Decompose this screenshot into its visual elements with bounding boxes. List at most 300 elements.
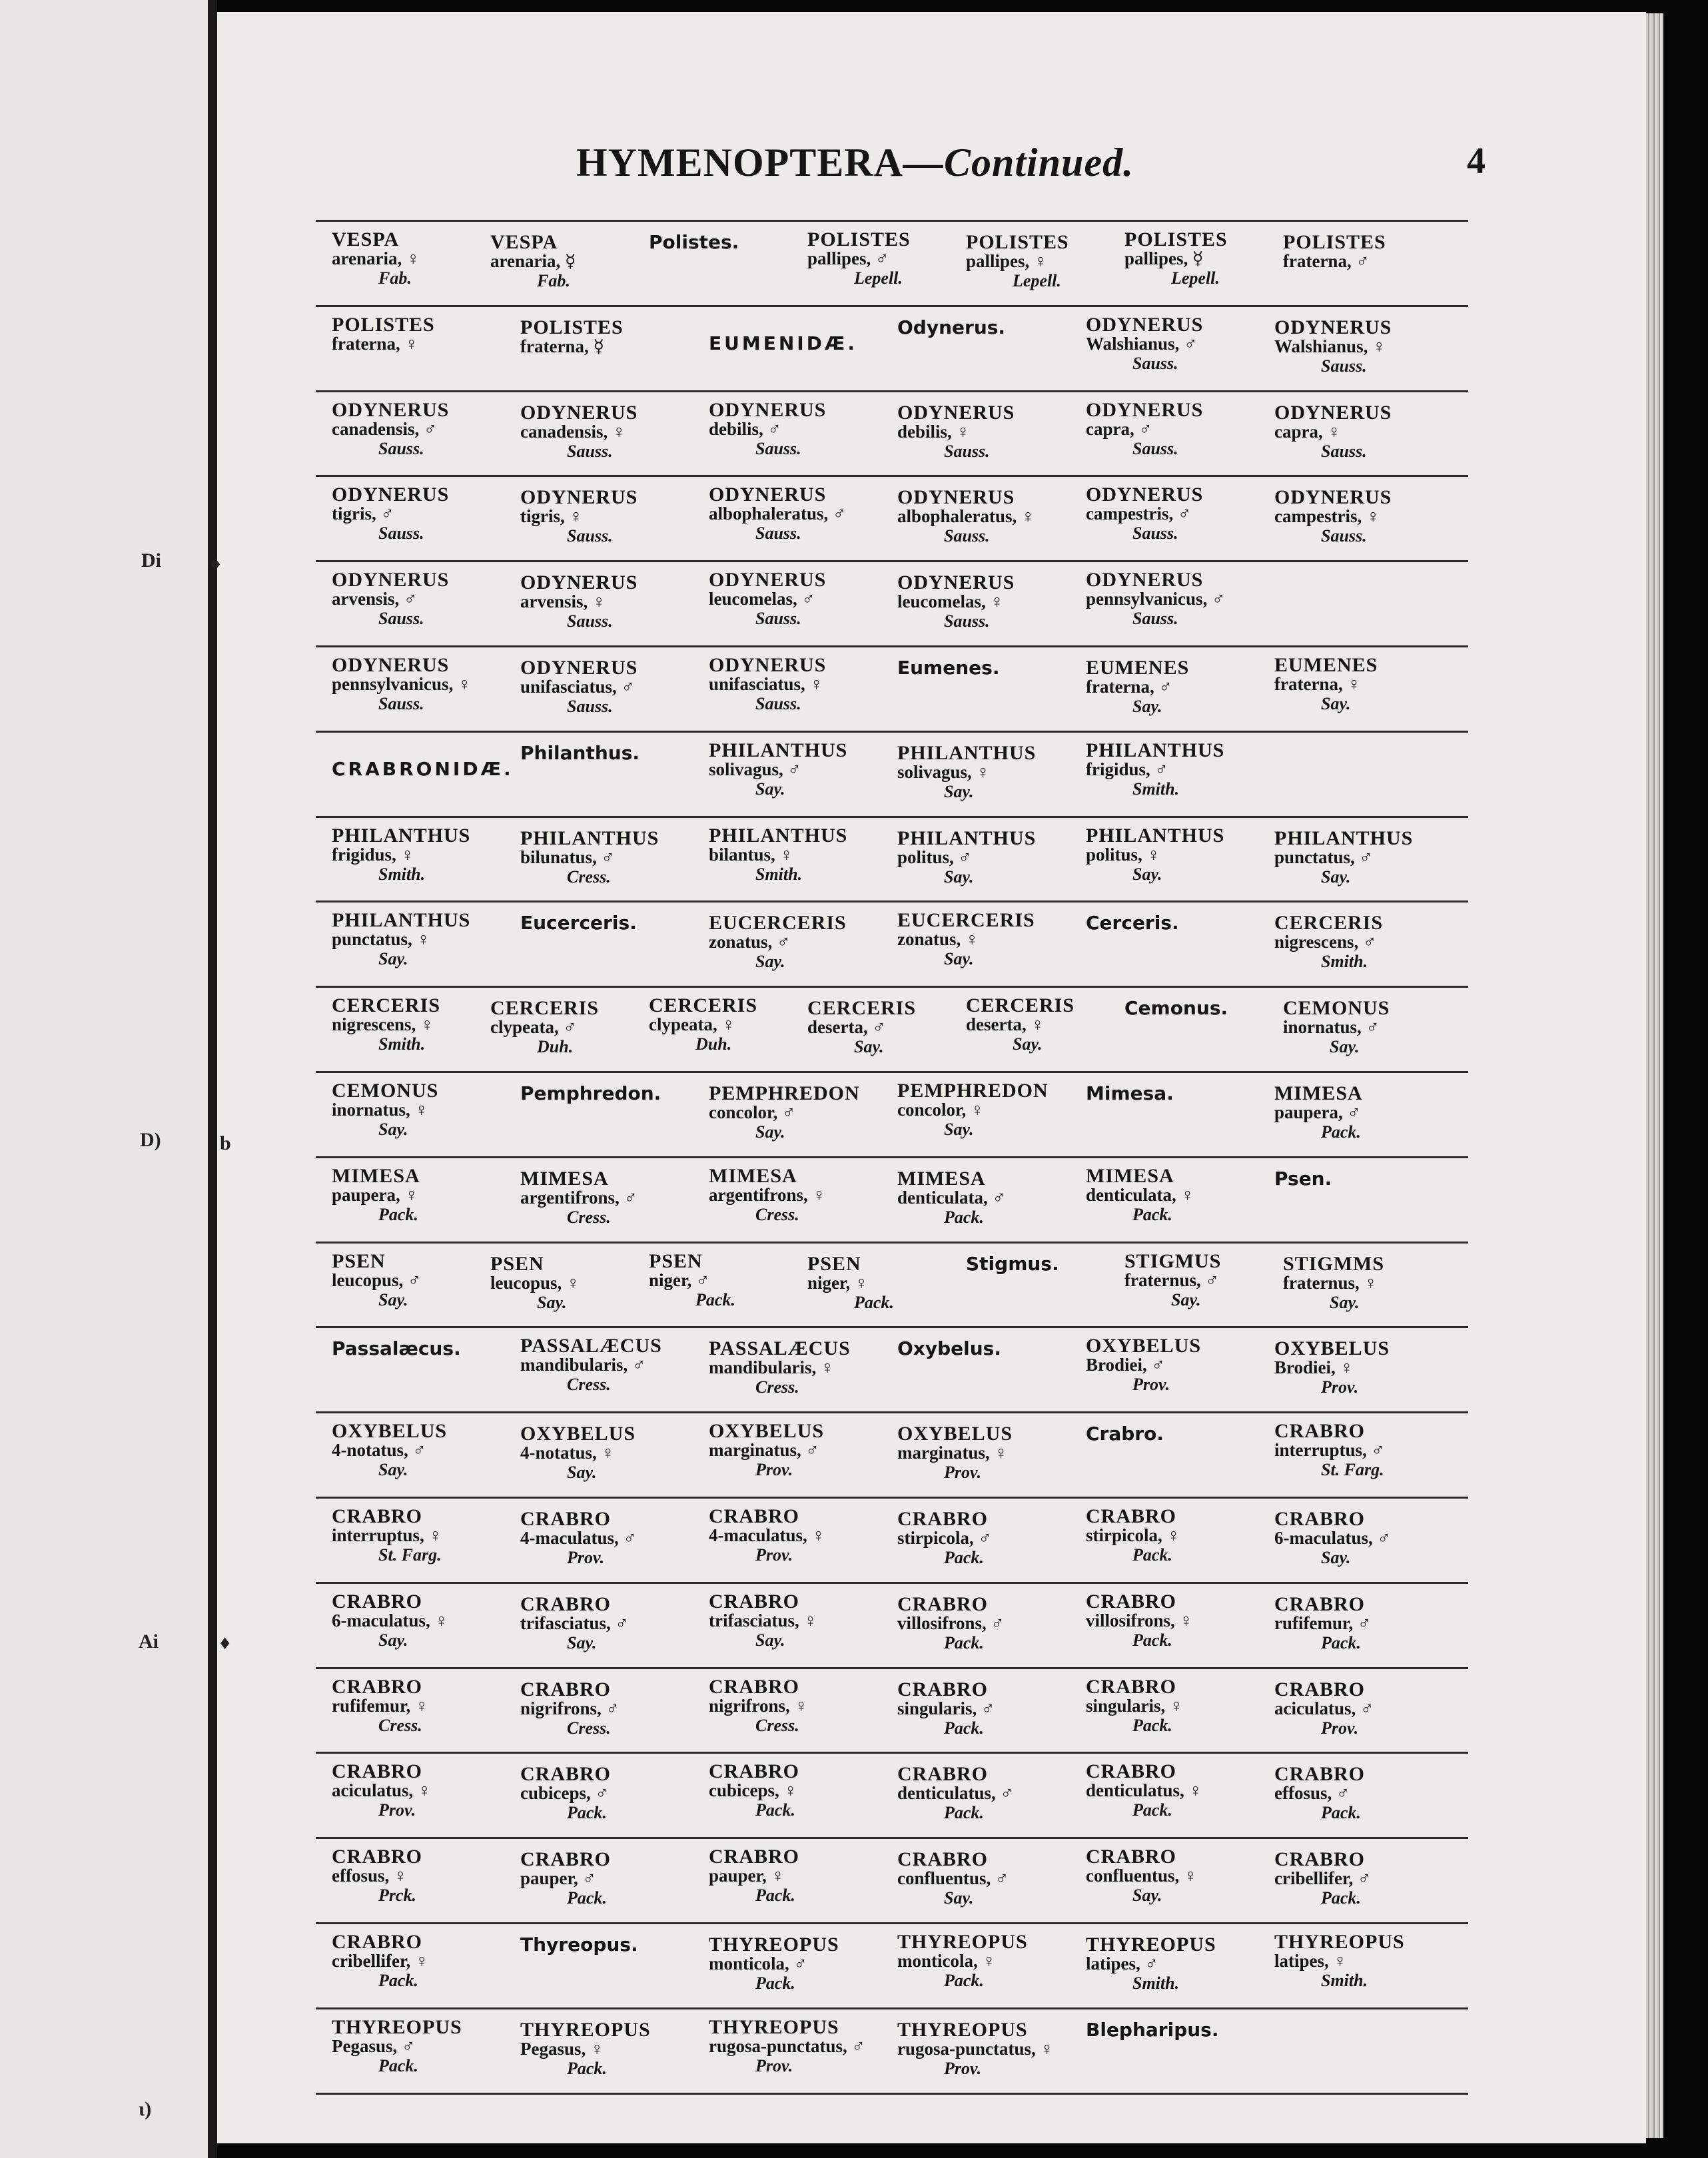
entry-genus: CRABRO: [709, 1505, 800, 1527]
entry-genus: EUMENES: [1274, 653, 1378, 676]
species-entry: [520, 829, 700, 887]
genus-heading: Cerceris.: [1086, 912, 1179, 934]
entry-author: Say.: [1013, 1034, 1043, 1054]
entry-species: Pegasus, ♂: [332, 2035, 416, 2056]
entry-genus: CRABRO: [1274, 1507, 1366, 1530]
entry-species: campestris, ♀: [1274, 506, 1380, 527]
species-entry: [897, 1850, 1077, 1908]
entry-genus: THYREOPUS: [332, 2015, 462, 2038]
entry-species: fraterna, ♂: [1086, 676, 1172, 697]
entry-species: niger, ♀: [807, 1272, 869, 1293]
entry-species: canadensis, ♀: [520, 421, 626, 442]
entry-author: Say.: [378, 1460, 408, 1480]
entry-genus: ODYNERUS: [1086, 313, 1204, 336]
entry-author: Sauss.: [378, 693, 424, 713]
entry-species: tigris, ♀: [520, 506, 583, 527]
entry-species: 4-notatus, ♂: [332, 1440, 426, 1461]
entry-author: Pack.: [1321, 1803, 1361, 1823]
species-entry: [1086, 1847, 1266, 1905]
entry-genus: CRABRO: [897, 1507, 989, 1530]
table-row: [316, 1411, 1468, 1497]
species-entry: [520, 488, 700, 545]
entry-genus: CRABRO: [332, 1930, 423, 1953]
entry-author: Pack.: [944, 1718, 984, 1738]
entry-genus: ODYNERUS: [520, 401, 638, 424]
entry-genus: VESPA: [332, 228, 400, 250]
page-stack-edge: [1646, 13, 1663, 2138]
entry-species: nigrescens, ♀: [332, 1014, 434, 1035]
entry-genus: PHILANTHUS: [520, 827, 659, 849]
entry-genus: PHILANTHUS: [897, 741, 1037, 764]
entry-species: paupera, ♂: [1274, 1102, 1361, 1122]
species-entry: [332, 996, 512, 1054]
entry-author: Duh.: [695, 1034, 732, 1054]
entry-species: stirpicola, ♀: [1086, 1525, 1180, 1545]
entry-species: trifasciatus, ♂: [520, 1613, 629, 1633]
species-entry: [332, 1081, 512, 1139]
entry-genus: OXYBELUS: [520, 1423, 636, 1445]
species-entry: [897, 1509, 1077, 1567]
entry-genus: CRABRO: [1274, 1678, 1366, 1700]
entry-genus: OXYBELUS: [1086, 1335, 1202, 1357]
table-row: [316, 475, 1468, 560]
entry-genus: CERCERIS: [490, 997, 600, 1020]
entry-species: debilis, ♂: [709, 418, 781, 439]
entry-genus: CRABRO: [709, 1675, 800, 1698]
entry-species: leucopus, ♀: [490, 1272, 580, 1293]
entry-genus: POLISTES: [332, 313, 435, 336]
entry-author: Cress.: [755, 1377, 799, 1397]
entry-genus: THYREOPUS: [709, 2015, 839, 2038]
entry-species: villosifrons, ♂: [897, 1613, 1005, 1633]
entry-author: Sauss.: [1132, 524, 1178, 543]
entry-genus: POLISTES: [966, 231, 1069, 253]
entry-genus: OXYBELUS: [332, 1420, 448, 1443]
species-entry: [897, 573, 1077, 631]
species-entry: [649, 996, 829, 1054]
species-entry: [1274, 1764, 1454, 1822]
entry-species: 4-maculatus, ♂: [520, 1527, 637, 1548]
entry-author: Pack.: [755, 1973, 795, 1993]
species-entry: [1274, 1084, 1454, 1142]
entry-species: leucopus, ♂: [332, 1269, 422, 1290]
table-row: [316, 731, 1468, 816]
entry-genus: PHILANTHUS: [897, 827, 1037, 849]
entry-author: Pack.: [1132, 1204, 1172, 1224]
species-entry: [709, 1935, 889, 1993]
entry-author: Say.: [567, 1632, 597, 1652]
table-row: [316, 645, 1468, 731]
genus-heading: Stigmus.: [966, 1252, 1059, 1275]
entry-species: albophaleratus, ♂: [709, 504, 847, 524]
entry-author: Prov.: [378, 1800, 416, 1820]
entry-author: Fab.: [378, 268, 412, 288]
entry-author: Say.: [944, 1888, 974, 1908]
species-entry: [332, 910, 512, 968]
entry-species: latipes, ♀: [1274, 1950, 1347, 1971]
entry-author: Sauss.: [1321, 526, 1367, 546]
entry-genus: ODYNERUS: [709, 398, 827, 421]
table-row: [316, 2007, 1468, 2095]
species-entry: [897, 403, 1077, 461]
entry-species: stirpicola, ♂: [897, 1527, 992, 1548]
entry-genus: CERCERIS: [966, 994, 1075, 1017]
entry-genus: THYREOPUS: [520, 2018, 651, 2041]
entry-genus: MIMESA: [897, 1167, 986, 1190]
entry-genus: CRABRO: [332, 1846, 423, 1868]
entry-author: Pack.: [567, 1888, 607, 1908]
entry-author: Cress.: [755, 1204, 799, 1224]
species-entry: [520, 658, 700, 716]
entry-genus: PHILANTHUS: [332, 824, 471, 847]
species-entry: [897, 1595, 1077, 1652]
species-entry: [709, 826, 889, 884]
entry-author: Pack.: [378, 1970, 418, 1990]
species-entry: [897, 2020, 1077, 2078]
entry-species: leucomelas, ♂: [709, 589, 815, 609]
species-entry: [709, 400, 889, 458]
species-entry: [1086, 658, 1266, 716]
entry-genus: STIGMUS: [1124, 1250, 1222, 1272]
entry-author: Pack.: [755, 1886, 795, 1906]
species-entry: [520, 403, 700, 461]
entry-genus: ODYNERUS: [332, 398, 450, 421]
entry-author: Pack.: [695, 1289, 735, 1309]
entry-species: cribellifer, ♂: [1274, 1868, 1372, 1889]
entry-genus: CRABRO: [1274, 1420, 1366, 1443]
entry-author: Say.: [1330, 1037, 1360, 1057]
entry-author: Say.: [1132, 696, 1162, 716]
species-entry: [520, 1509, 700, 1567]
entry-author: Say.: [1132, 1886, 1162, 1906]
species-entry: [1124, 230, 1304, 288]
entry-species: nigrifrons, ♀: [709, 1695, 808, 1716]
species-entry: [709, 1847, 889, 1905]
species-entry: [1086, 1507, 1266, 1565]
entry-genus: CEMONUS: [1283, 997, 1390, 1020]
entry-author: Say.: [755, 1630, 785, 1650]
entry-species: politus, ♀: [1086, 844, 1160, 865]
entry-species: cubiceps, ♀: [709, 1780, 797, 1801]
entry-genus: OXYBELUS: [897, 1423, 1013, 1445]
species-entry: [332, 1847, 512, 1905]
table-row: [316, 305, 1468, 390]
entry-species: rufifemur, ♂: [1274, 1613, 1372, 1633]
species-entry: [332, 1421, 512, 1479]
entry-author: Pack.: [1321, 1122, 1361, 1142]
entry-genus: PHILANTHUS: [709, 739, 848, 761]
entry-species: marginatus, ♂: [709, 1440, 819, 1461]
entry-species: 4-maculatus, ♀: [709, 1525, 825, 1545]
entry-species: argentifrons, ♀: [709, 1184, 826, 1205]
entry-genus: CRABRO: [332, 1760, 423, 1783]
species-entry: [332, 400, 512, 458]
species-entry: [1086, 485, 1266, 543]
entry-species: bilunatus, ♂: [520, 847, 615, 867]
entry-genus: PSEN: [490, 1252, 544, 1275]
entry-author: Fab.: [537, 271, 570, 290]
entry-genus: OXYBELUS: [1274, 1337, 1390, 1360]
entry-genus: CRABRO: [332, 1675, 423, 1698]
entry-author: Say.: [537, 1292, 567, 1312]
entry-genus: CRABRO: [709, 1590, 800, 1613]
entry-genus: ODYNERUS: [1086, 484, 1204, 506]
species-entry: [709, 1166, 889, 1224]
entry-genus: PHILANTHUS: [332, 909, 471, 932]
entry-author: Pack.: [755, 1800, 795, 1820]
entry-species: singularis, ♀: [1086, 1695, 1184, 1716]
entry-genus: ODYNERUS: [520, 571, 638, 594]
entry-species: denticulata, ♀: [1086, 1184, 1194, 1205]
species-entry: [897, 1680, 1077, 1738]
entry-author: Prov.: [567, 1547, 605, 1567]
margin-mark: ι): [139, 2098, 152, 2120]
species-entry: [332, 655, 512, 713]
entry-author: Sauss.: [378, 524, 424, 543]
species-entry: [520, 1169, 700, 1227]
entry-species: marginatus, ♀: [897, 1443, 1008, 1463]
species-entry: [1274, 403, 1454, 461]
entry-genus: CRABRO: [1086, 1846, 1177, 1868]
entry-author: Pack.: [1321, 1632, 1361, 1652]
species-entry: [490, 232, 670, 290]
entry-author: Cress.: [378, 1715, 422, 1735]
entry-genus: THYREOPUS: [897, 1930, 1028, 1953]
entry-author: Say.: [567, 1463, 597, 1483]
entry-genus: CRABRO: [332, 1505, 423, 1527]
entry-author: Sauss.: [1321, 356, 1367, 376]
species-entry: [709, 2017, 889, 2075]
entry-genus: MIMESA: [520, 1167, 609, 1190]
genus-heading: Polistes.: [649, 231, 739, 253]
species-entry: [1124, 1252, 1304, 1309]
species-entry: [1283, 1254, 1463, 1312]
species-entry: [1086, 315, 1266, 373]
species-entry: [1274, 1595, 1454, 1652]
entry-genus: EUMENES: [1086, 656, 1190, 679]
species-entry: [332, 1762, 512, 1820]
entry-genus: CRABRO: [1086, 1675, 1177, 1698]
entry-author: Say.: [378, 949, 408, 969]
entry-species: unifasciatus, ♀: [709, 673, 823, 694]
entry-author: Say.: [944, 1119, 974, 1139]
entry-author: Sauss.: [378, 438, 424, 458]
margin-mark: D): [140, 1129, 161, 1151]
entry-author: Say.: [378, 1119, 408, 1139]
entry-genus: ODYNERUS: [709, 653, 827, 676]
entry-author: Sauss.: [755, 524, 801, 543]
species-entry: [332, 1507, 512, 1565]
entry-author: Pack.: [378, 2055, 418, 2075]
entry-author: Sauss.: [1132, 353, 1178, 373]
entry-author: Cress.: [567, 1375, 611, 1395]
entry-genus: CEMONUS: [332, 1079, 439, 1102]
entry-author: Pack.: [1132, 1715, 1172, 1735]
table-row: [316, 1326, 1468, 1411]
genus-heading: Philanthus.: [520, 741, 640, 764]
table-row: [316, 1582, 1468, 1667]
family-heading: CRABRONIDÆ.: [332, 757, 514, 780]
table-row: [316, 900, 1468, 986]
species-entry: [1283, 998, 1463, 1056]
family-heading: EUMENIDÆ.: [709, 332, 857, 354]
entry-genus: CRABRO: [1086, 1505, 1177, 1527]
species-entry: [1274, 913, 1454, 971]
entry-genus: CRABRO: [1086, 1590, 1177, 1613]
species-entry: [897, 1764, 1077, 1822]
entry-genus: ODYNERUS: [520, 656, 638, 679]
entry-species: fraterna, ☿: [520, 336, 605, 356]
entry-genus: CERCERIS: [332, 994, 441, 1017]
entry-author: Cress.: [755, 1715, 799, 1735]
species-entry: [1274, 1421, 1454, 1479]
genus-heading: Crabro.: [1086, 1423, 1164, 1445]
entry-species: frigidus, ♀: [332, 844, 414, 865]
entry-species: concolor, ♂: [709, 1102, 796, 1122]
entry-author: Sauss.: [378, 609, 424, 629]
entry-species: singularis, ♂: [897, 1698, 995, 1718]
entry-author: Say.: [944, 949, 974, 969]
entry-author: Sauss.: [1132, 438, 1178, 458]
species-entry: [1274, 1932, 1454, 1990]
entry-genus: EUCERCERIS: [897, 909, 1035, 932]
entry-author: Sauss.: [755, 693, 801, 713]
facing-page: [0, 0, 208, 2158]
species-entry: [709, 913, 889, 971]
entry-genus: STIGMMS: [1283, 1252, 1385, 1275]
species-entry: [1274, 655, 1454, 713]
entry-species: confluentus, ♂: [897, 1868, 1009, 1889]
entry-genus: ODYNERUS: [709, 569, 827, 591]
entry-genus: CRABRO: [897, 1848, 989, 1871]
entry-species: pallipes, ♀: [966, 251, 1048, 271]
entry-author: St. Farg.: [1321, 1460, 1384, 1480]
entry-author: Duh.: [537, 1037, 574, 1057]
entry-species: paupera, ♀: [332, 1184, 418, 1205]
species-entry: [709, 1421, 889, 1479]
entry-species: arvensis, ♀: [520, 591, 606, 612]
entry-genus: ODYNERUS: [332, 484, 450, 506]
entry-species: arenaria, ☿: [490, 251, 576, 271]
entry-species: argentifrons, ♂: [520, 1187, 638, 1208]
entry-species: canadensis, ♂: [332, 418, 438, 439]
entry-author: Pack.: [1132, 1545, 1172, 1565]
entry-author: Lepell.: [1013, 271, 1061, 290]
entry-species: arenaria, ♀: [332, 248, 420, 268]
genus-heading: Eucerceris.: [520, 912, 637, 934]
entry-author: Say.: [378, 1289, 408, 1309]
genus-heading: Psen.: [1274, 1167, 1332, 1190]
entry-species: clypeata, ♂: [490, 1017, 577, 1038]
species-entry: [709, 741, 889, 799]
entry-species: capra, ♂: [1086, 418, 1152, 439]
entry-species: capra, ♀: [1274, 421, 1341, 442]
entry-author: Smith.: [1321, 1970, 1368, 1990]
entry-author: Sauss.: [1132, 609, 1178, 629]
entry-genus: PSEN: [332, 1250, 386, 1272]
entry-genus: CRABRO: [709, 1760, 800, 1783]
species-entry: [897, 1932, 1077, 1990]
species-entry: [807, 1254, 987, 1312]
entry-genus: CRABRO: [332, 1590, 423, 1613]
entry-author: Pack.: [1321, 1888, 1361, 1908]
entry-species: bilantus, ♀: [709, 844, 793, 865]
genus-heading: Blepharipus.: [1086, 2018, 1219, 2041]
entry-author: Prov.: [755, 1545, 793, 1565]
entry-genus: MIMESA: [709, 1164, 797, 1187]
entry-species: 4-notatus, ♀: [520, 1443, 615, 1463]
entry-species: solivagus, ♂: [709, 759, 801, 779]
entry-genus: PEMPHREDON: [709, 1082, 860, 1104]
page-header: [353, 140, 1486, 193]
species-entry: [1283, 232, 1463, 271]
table-row: [316, 816, 1468, 901]
entry-author: Say.: [944, 867, 974, 887]
entry-author: Prov.: [944, 2058, 982, 2078]
entry-species: fraterna, ♂: [1283, 251, 1370, 271]
entry-author: Cress.: [567, 1207, 611, 1227]
species-entry: [332, 485, 512, 543]
entry-genus: MIMESA: [1086, 1164, 1174, 1187]
entry-genus: CERCERIS: [649, 994, 758, 1017]
entry-genus: PHILANTHUS: [1274, 827, 1414, 849]
species-entry: [1086, 741, 1266, 799]
entry-species: arvensis, ♂: [332, 589, 418, 609]
species-entry: [332, 315, 512, 354]
entry-genus: ODYNERUS: [1274, 401, 1392, 424]
entry-species: denticulatus, ♂: [897, 1783, 1014, 1804]
entry-author: Say.: [854, 1037, 884, 1057]
entry-species: pauper, ♀: [709, 1866, 785, 1886]
species-entry: [1086, 1166, 1266, 1224]
entry-author: Sauss.: [944, 526, 990, 546]
entry-species: confluentus, ♀: [1086, 1866, 1198, 1886]
entry-species: pallipes, ☿: [1124, 248, 1204, 268]
entry-genus: MIMESA: [332, 1164, 420, 1187]
entry-species: clypeata, ♀: [649, 1014, 735, 1035]
entry-genus: CRABRO: [520, 1678, 612, 1700]
species-entry: [709, 1677, 889, 1735]
entry-genus: CRABRO: [520, 1763, 612, 1786]
table-row: [316, 1242, 1468, 1327]
entry-author: Pack.: [944, 1207, 984, 1227]
entry-genus: CRABRO: [897, 1763, 989, 1786]
entry-author: Lepell.: [1171, 268, 1220, 288]
entry-species: tigris, ♂: [332, 504, 394, 524]
entry-author: Smith.: [755, 864, 803, 884]
entry-author: Smith.: [1132, 779, 1180, 799]
entry-species: niger, ♂: [649, 1269, 710, 1290]
entry-genus: ODYNERUS: [1274, 486, 1392, 509]
entry-author: Smith.: [378, 1034, 426, 1054]
species-entry: [709, 570, 889, 628]
entry-species: Brodiei, ♂: [1086, 1355, 1165, 1375]
entry-genus: CRABRO: [1086, 1760, 1177, 1783]
entry-species: denticulata, ♂: [897, 1187, 1006, 1208]
species-entry: [709, 655, 889, 713]
entry-author: Smith.: [1321, 952, 1368, 972]
entry-species: punctatus, ♀: [332, 929, 430, 950]
entry-species: zonatus, ♀: [897, 929, 979, 950]
species-entry: [1274, 1850, 1454, 1908]
table-row: [316, 1156, 1468, 1242]
entry-species: mandibularis, ♀: [709, 1357, 835, 1378]
species-entry: [332, 1677, 512, 1735]
margin-mark: ♦: [211, 553, 221, 575]
species-entry: [807, 230, 987, 288]
entry-author: Pack.: [567, 2058, 607, 2078]
entry-genus: VESPA: [490, 231, 558, 253]
